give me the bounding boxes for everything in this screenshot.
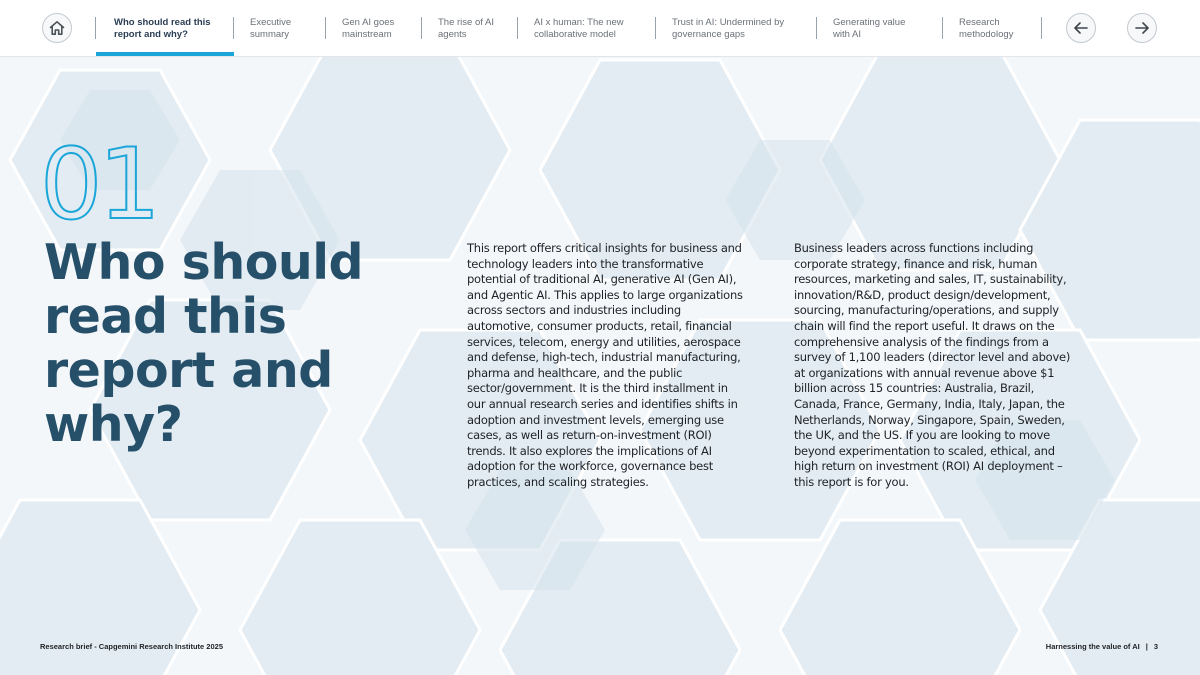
tab-gen-ai-mainstream[interactable]: Gen AI goes mainstream: [342, 17, 395, 40]
footer-report-title: Harnessing the value of AI: [1045, 642, 1140, 651]
tab-research-methodology[interactable]: Research methodology: [959, 17, 1014, 40]
nav-divider: [655, 17, 656, 39]
tab-generating-value[interactable]: Generating value with AI: [833, 17, 906, 40]
tab-trust-in-ai[interactable]: Trust in AI: Undermined by governance gaps: [672, 17, 785, 40]
nav-divider: [421, 17, 422, 39]
nav-divider: [816, 17, 817, 39]
footer-page-info: [1046, 642, 1158, 651]
active-tab-indicator: [96, 52, 234, 56]
tab-ai-x-human[interactable]: AI x human: The new collaborative model: [534, 17, 624, 40]
page-number: 3: [1153, 642, 1158, 651]
body-paragraph-1: This report offers critical insights for business and technology leaders into the transformative potential of traditional AI, generative AI (Gen AI), and Agentic AI. This applies to large organizations across sectors and industries including automotive, consumer products, retail, financial services, telecom, energy and utilities, aerospace and defense, high-tech, industrial manufacturing, pharma and healthcare, and the public sector/government. It is the third installment in our annual research series and identifies shifts in adoption and investment levels, emerging use cases, as well as return-on-investment (ROI) trends. It also explores the implications of AI adoption for the workforce, governance best practices, and scaling strategies.: [467, 241, 743, 489]
nav-divider: [95, 17, 96, 39]
next-page-button[interactable]: [1127, 13, 1157, 43]
nav-divider: [325, 17, 326, 39]
home-button[interactable]: [42, 13, 72, 43]
nav-divider: [517, 17, 518, 39]
page-title: Who should read this report and why?: [44, 234, 364, 453]
footer-source: Research brief - Capgemini Research Institute 2025: [40, 642, 223, 651]
top-navigation: [0, 0, 1200, 57]
home-icon: [48, 19, 66, 37]
body-paragraph-2: Business leaders across functions including corporate strategy, finance and risk, human resources, marketing and sales, IT, sustainability, innovation/R&D, product design/development, sourcing, manufacturing/operations, and supply chain will find the report useful. It draws on the comprehensive analysis of the findings from a survey of 1,100 leaders (director level and above) at organizations with annual revenue above $1 billion across 15 countries: Australia, Brazil, Canada, France, Germany, India, Italy, Japan, the Netherlands, Norway, Singapore, Spain, Sweden, the UK, and the US. If you are looking to move beyond experimentation to scaled, ethical, and high return on investment (ROI) AI deployment – this report is for you.: [794, 241, 1071, 489]
tab-executive-summary[interactable]: Executive summary: [250, 17, 292, 40]
section-number: 01: [40, 128, 157, 242]
nav-divider: [1041, 17, 1042, 39]
tab-rise-of-ai-agents[interactable]: The rise of AI agents: [438, 17, 494, 40]
tab-who-should-read[interactable]: Who should read this report and why?: [114, 17, 211, 40]
previous-page-button[interactable]: [1066, 13, 1096, 43]
nav-divider: [233, 17, 234, 39]
arrow-right-icon: [1134, 20, 1150, 36]
nav-divider: [942, 17, 943, 39]
arrow-left-icon: [1073, 20, 1089, 36]
footer-separator: |: [1145, 642, 1148, 651]
